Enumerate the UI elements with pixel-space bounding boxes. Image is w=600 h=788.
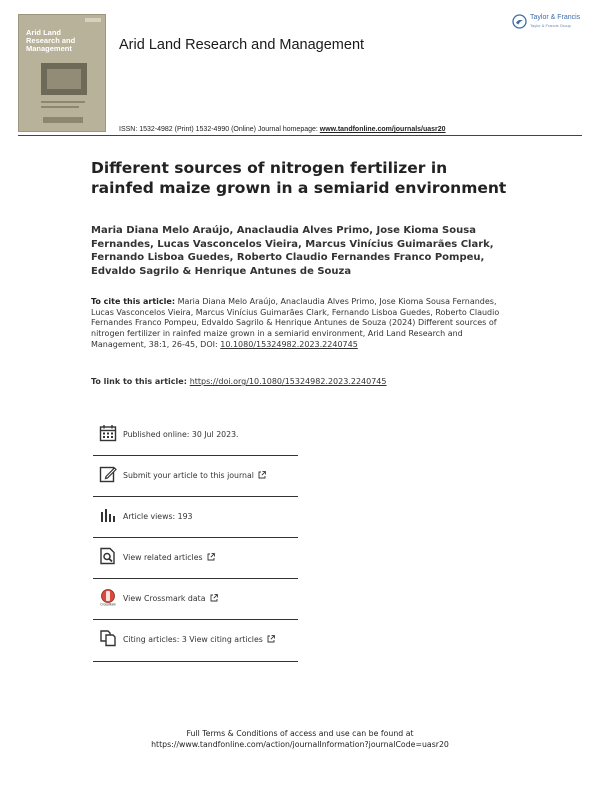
published-online-text: Published online: 30 Jul 2023.: [123, 430, 239, 439]
calendar-icon: [99, 424, 117, 442]
submit-article-row[interactable]: [93, 465, 298, 505]
crossmark-link[interactable]: View Crossmark data: [123, 594, 206, 603]
published-online-row: [93, 424, 298, 464]
cover-title-line-1: Arid Land: [26, 28, 61, 37]
citation-doi-link[interactable]: 10.1080/15324982.2023.2240745: [220, 339, 358, 349]
document-search-icon: [99, 547, 117, 565]
issn-line: [119, 126, 446, 133]
article-views-text: Article views: 193: [123, 512, 193, 521]
related-articles-link[interactable]: View related articles: [123, 553, 203, 562]
crossmark-icon: [99, 588, 117, 606]
external-link-icon: [258, 471, 266, 479]
external-link-icon: [207, 553, 215, 561]
crossmark-logo-text: CrossMark: [100, 602, 116, 606]
info-divider: [93, 619, 298, 620]
external-link-icon: [267, 635, 275, 643]
copy-documents-icon: [99, 629, 117, 647]
submit-article-link[interactable]: Submit your article to this journal: [123, 471, 254, 480]
crossmark-row[interactable]: [93, 588, 298, 628]
article-link-block: [91, 377, 387, 386]
issn-text: ISSN: 1532-4982 (Print) 1532-4990 (Online) Journal homepage:: [119, 126, 320, 133]
info-divider: [93, 537, 298, 538]
footer: [0, 729, 600, 750]
publisher-logo-icon: [512, 14, 527, 29]
journal-cover-image: [18, 14, 106, 132]
article-doi-url[interactable]: https://doi.org/10.1080/15324982.2023.2240745: [189, 377, 387, 386]
info-divider: [93, 578, 298, 579]
publisher-name: Taylor & Francis: [530, 14, 581, 21]
external-link-icon: [210, 594, 218, 602]
cover-title-line-3: Management: [26, 44, 72, 53]
journal-title: Arid Land Research and Management: [119, 37, 365, 53]
article-views-row: [93, 506, 298, 546]
article-authors: Maria Diana Melo Araújo, Anaclaudia Alves Primo, Jose Kioma Sousa Fernandes, Lucas Vasconcelos Vieira, Marcus Vinícius Guimarães Clark, Fernando Lisboa Guedes, Roberto Claudio Fernandes Franco Pompeu, Edvaldo Sagrilo & Henrique Antunes de Souza: [91, 225, 494, 277]
citation-label: To cite this article:: [91, 297, 176, 306]
article-title: Different sources of nitrogen fertilizer in rainfed maize grown in a semiarid environment: [91, 159, 507, 197]
info-divider: [93, 455, 298, 456]
info-divider: [93, 661, 298, 662]
bar-chart-icon: [99, 506, 117, 524]
related-articles-row[interactable]: [93, 547, 298, 587]
citing-articles-row[interactable]: [93, 629, 298, 669]
citing-articles-link[interactable]: Citing articles: 3 View citing articles: [123, 635, 263, 644]
link-label: To link to this article:: [91, 377, 190, 386]
footer-terms-url[interactable]: https://www.tandfonline.com/action/journalInformation?journalCode=uasr20: [151, 739, 449, 749]
footer-terms-text: Full Terms & Conditions of access and use can be found at: [186, 729, 414, 738]
journal-homepage-link[interactable]: www.tandfonline.com/journals/uasr20: [319, 126, 446, 133]
publisher-logo: [512, 14, 581, 33]
header-divider: [18, 135, 582, 136]
cover-title-line-2: Research and: [26, 36, 76, 45]
citation-text: Maria Diana Melo Araújo, Anaclaudia Alves Primo, Jose Kioma Sousa Fernandes, Lucas Vasconcelos Vieira, Marcus Vinícius Guimarães Clark, Fernando Lisboa Guedes, Roberto Claudio Fernandes Franco Pompeu, Edvaldo Sagrilo & Henrique Antunes de Souza (2024) Different sources of nitrogen fertilizer in rainfed maize grown in a semiarid environment, Arid Land Research and Management, 38:1, 26-45, DOI:: [91, 297, 500, 349]
citation-block: [91, 297, 501, 351]
edit-icon: [99, 465, 117, 483]
info-divider: [93, 496, 298, 497]
publisher-subtitle: Taylor & Francis Group: [530, 23, 571, 28]
